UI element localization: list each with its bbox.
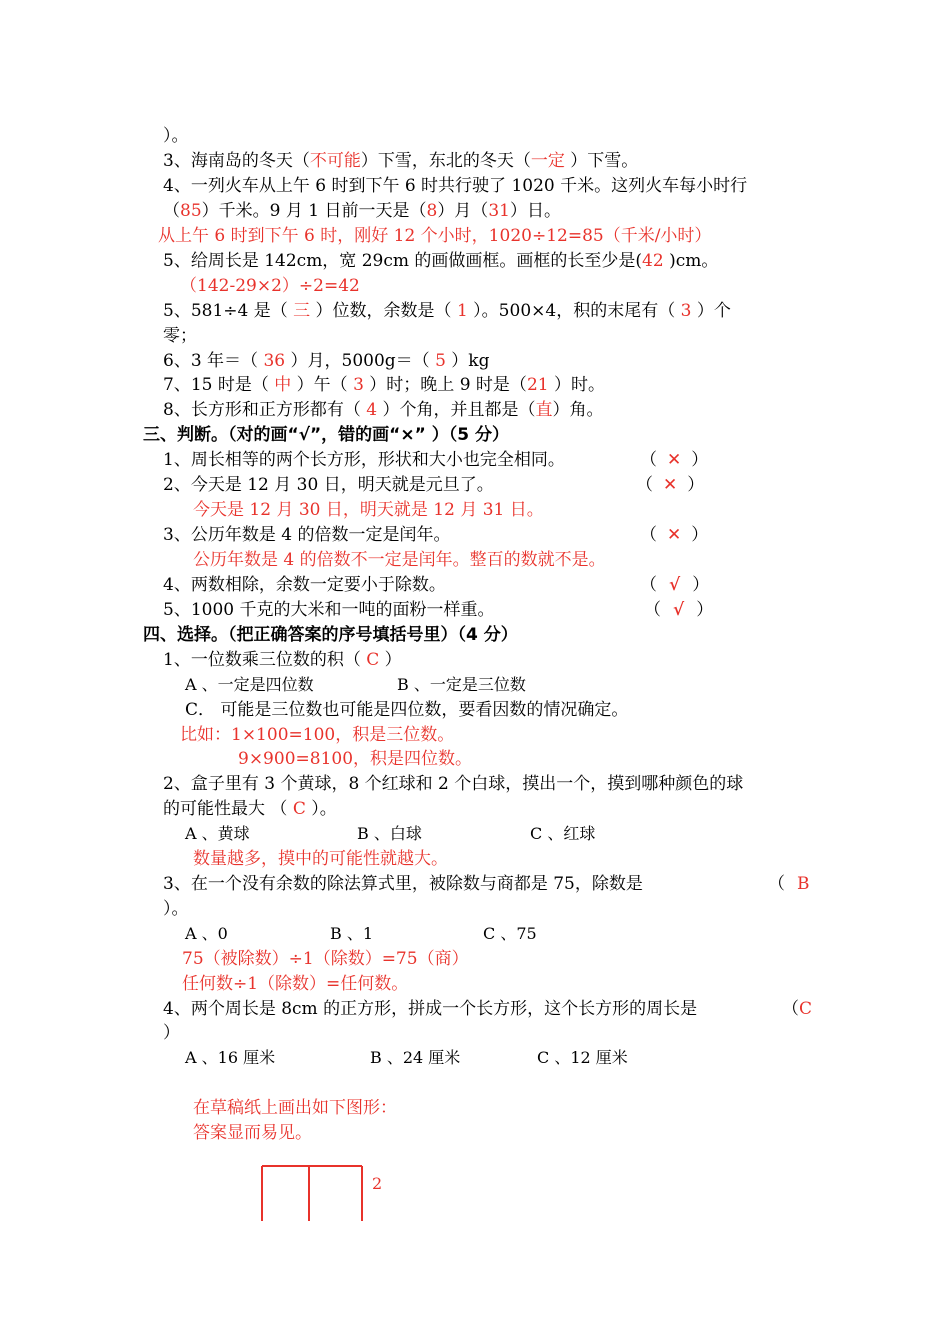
judge-item-3-explanation: 公历年数是 4 的倍数不一定是闰年。整百的数就不是。 xyxy=(193,550,606,570)
question-7: 7、15 时是（ 中 ）午（ 3 ）时；晚上 9 时是（21 ）时。 xyxy=(163,375,605,395)
answer: 85 xyxy=(180,201,202,221)
choice-2-option-c: C 、红球 xyxy=(530,824,596,843)
cross-mark-icon: ✕ xyxy=(667,450,682,470)
judge-item-4-answer: （ √ ） xyxy=(640,575,710,595)
judge-item-2-explanation: 今天是 12 月 30 日，明天就是 12 月 31 日。 xyxy=(193,500,544,520)
judge-item-5: 5、1000 千克的大米和一吨的面粉一样重。 xyxy=(163,600,495,620)
choice-3-option-c: C 、75 xyxy=(483,924,537,943)
choice-2-option-b: B 、白球 xyxy=(357,824,422,843)
choice-question-3-line1: 3、在一个没有余数的除法算式里，被除数与商都是 75，除数是 xyxy=(163,874,643,894)
judge-item-2-answer: （ ✕ ） xyxy=(636,475,705,495)
choice-3-explanation-2: 任何数÷1（除数）=任何数。 xyxy=(182,974,409,994)
answer: 36 xyxy=(263,351,286,371)
choice-1-option-c: C． 可能是三位数也可能是四位数，要看因数的情况确定。 xyxy=(185,700,629,720)
answer: 5 xyxy=(435,351,446,371)
question-5b: 5、581÷4 是（ 三 ）位数，余数是（ 1 ）。500×4，积的末尾有（ 3 ）个 xyxy=(163,301,731,321)
check-mark-icon: √ xyxy=(673,600,685,620)
question-4-line2: （85）千米。9 月 1 日前一天是（8）月（31）日。 xyxy=(163,201,561,221)
answer: 21 xyxy=(526,375,549,395)
cross-mark-icon: ✕ xyxy=(663,475,678,495)
answer: 4 xyxy=(366,400,378,420)
choice-question-3-line2: ）。 xyxy=(163,899,189,919)
choice-4-option-a: A 、16 厘米 xyxy=(185,1048,276,1067)
answer: 3 xyxy=(353,375,364,395)
check-mark-icon: √ xyxy=(669,575,681,595)
question-5b-line2: 零； xyxy=(163,326,197,346)
choice-question-4-line1: 4、两个周长是 8cm 的正方形，拼成一个长方形，这个长方形的周长是 xyxy=(163,999,698,1019)
choice-2-explanation: 数量越多，摸中的可能性就越大。 xyxy=(193,849,448,869)
choice-1-explanation-2: 9×900=8100，积是四位数。 xyxy=(238,749,473,769)
judge-item-5-answer: （ √ ） xyxy=(644,600,714,620)
question-4-explanation: 从上午 6 时到下午 6 时，刚好 12 个小时，1020÷12=85（千米/小时） xyxy=(158,226,712,246)
question-3: 3、海南岛的冬天（不可能）下雪，东北的冬天（一定 ）下雪。 xyxy=(163,151,639,171)
choice-question-1: 1、一位数乘三位数的积（ C ） xyxy=(163,650,402,670)
choice-1-option-a: A 、一定是四位数 xyxy=(185,675,314,694)
cross-mark-icon: ✕ xyxy=(667,525,682,545)
answer: 一定 xyxy=(530,151,565,171)
judge-section-heading: 三、判断。（对的画“√”，错的画“×” ）（5 分） xyxy=(143,425,509,445)
answer: C xyxy=(292,799,306,819)
answer: 1 xyxy=(456,301,468,321)
choice-3-option-b: B 、1 xyxy=(330,924,374,943)
choice-3-explanation-1: 75（被除数）÷1（除数）=75（商） xyxy=(182,949,469,969)
answer: 三 xyxy=(293,301,311,321)
question-6: 6、3 年＝（ 36 ）月，5000g＝（ 5 ）kg xyxy=(163,351,490,371)
answer: 不可能 xyxy=(309,151,361,171)
choice-3-option-a: A 、0 xyxy=(185,924,228,943)
judge-item-3: 3、公历年数是 4 的倍数一定是闰年。 xyxy=(163,525,451,545)
sketch-note-2: 答案显而易见。 xyxy=(193,1123,312,1143)
answer: C xyxy=(799,999,813,1019)
answer: 8 xyxy=(426,201,438,221)
choice-1-option-b: B 、一定是三位数 xyxy=(397,675,526,694)
judge-item-3-answer: （ ✕ ） xyxy=(640,525,709,545)
answer: C xyxy=(366,650,380,670)
question-5a-explanation: （142-29×2）÷2=42 xyxy=(180,276,360,296)
judge-item-2: 2、今天是 12 月 30 日，明天就是元旦了。 xyxy=(163,475,494,495)
choice-4-option-b: B 、24 厘米 xyxy=(370,1048,461,1067)
answer: 42 xyxy=(642,251,664,271)
answer: B xyxy=(797,874,810,894)
judge-item-4: 4、两数相除，余数一定要小于除数。 xyxy=(163,575,446,595)
choice-4-option-c: C 、12 厘米 xyxy=(537,1048,628,1067)
choice-question-4-line2: ） xyxy=(163,1023,180,1043)
choice-question-2-line1: 2、盒子里有 3 个黄球，8 个红球和 2 个白球，摸出一个，摸到哪种颜色的球 xyxy=(163,774,744,794)
choice-section-heading: 四、选择。（把正确答案的序号填括号里）（4 分） xyxy=(143,625,518,645)
answer: 直 xyxy=(535,400,553,420)
answer: 31 xyxy=(488,201,510,221)
question-5a: 5、给周长是 142cm，宽 29cm 的画做画框。画框的长至少是(42 )cm。 xyxy=(163,251,719,271)
choice-question-2-line2: 的可能性最大 （ C ）。 xyxy=(163,799,337,819)
choice-1-explanation-1: 比如：1×100=100，积是三位数。 xyxy=(180,725,455,745)
answer: 3 xyxy=(680,301,692,321)
sketch-side-label: 2 xyxy=(372,1174,383,1193)
previous-question-tail: ）。 xyxy=(163,126,189,146)
choice-question-4-bracket: （C xyxy=(782,999,813,1019)
judge-item-1: 1、周长相等的两个长方形，形状和大小也完全相同。 xyxy=(163,450,565,470)
question-4-line1: 4、一列火车从上午 6 时到下午 6 时共行驶了 1020 千米。这列火车每小时行 xyxy=(163,176,748,196)
sketch-note-1: 在草稿纸上画出如下图形： xyxy=(193,1098,397,1118)
choice-2-option-a: A 、黄球 xyxy=(185,824,250,843)
choice-question-3-bracket: （ B xyxy=(768,874,810,894)
question-8: 8、长方形和正方形都有（ 4 ）个角，并且都是（直）角。 xyxy=(163,400,604,420)
judge-item-1-answer: （ ✕ ） xyxy=(640,450,709,470)
answer: 中 xyxy=(274,375,292,395)
